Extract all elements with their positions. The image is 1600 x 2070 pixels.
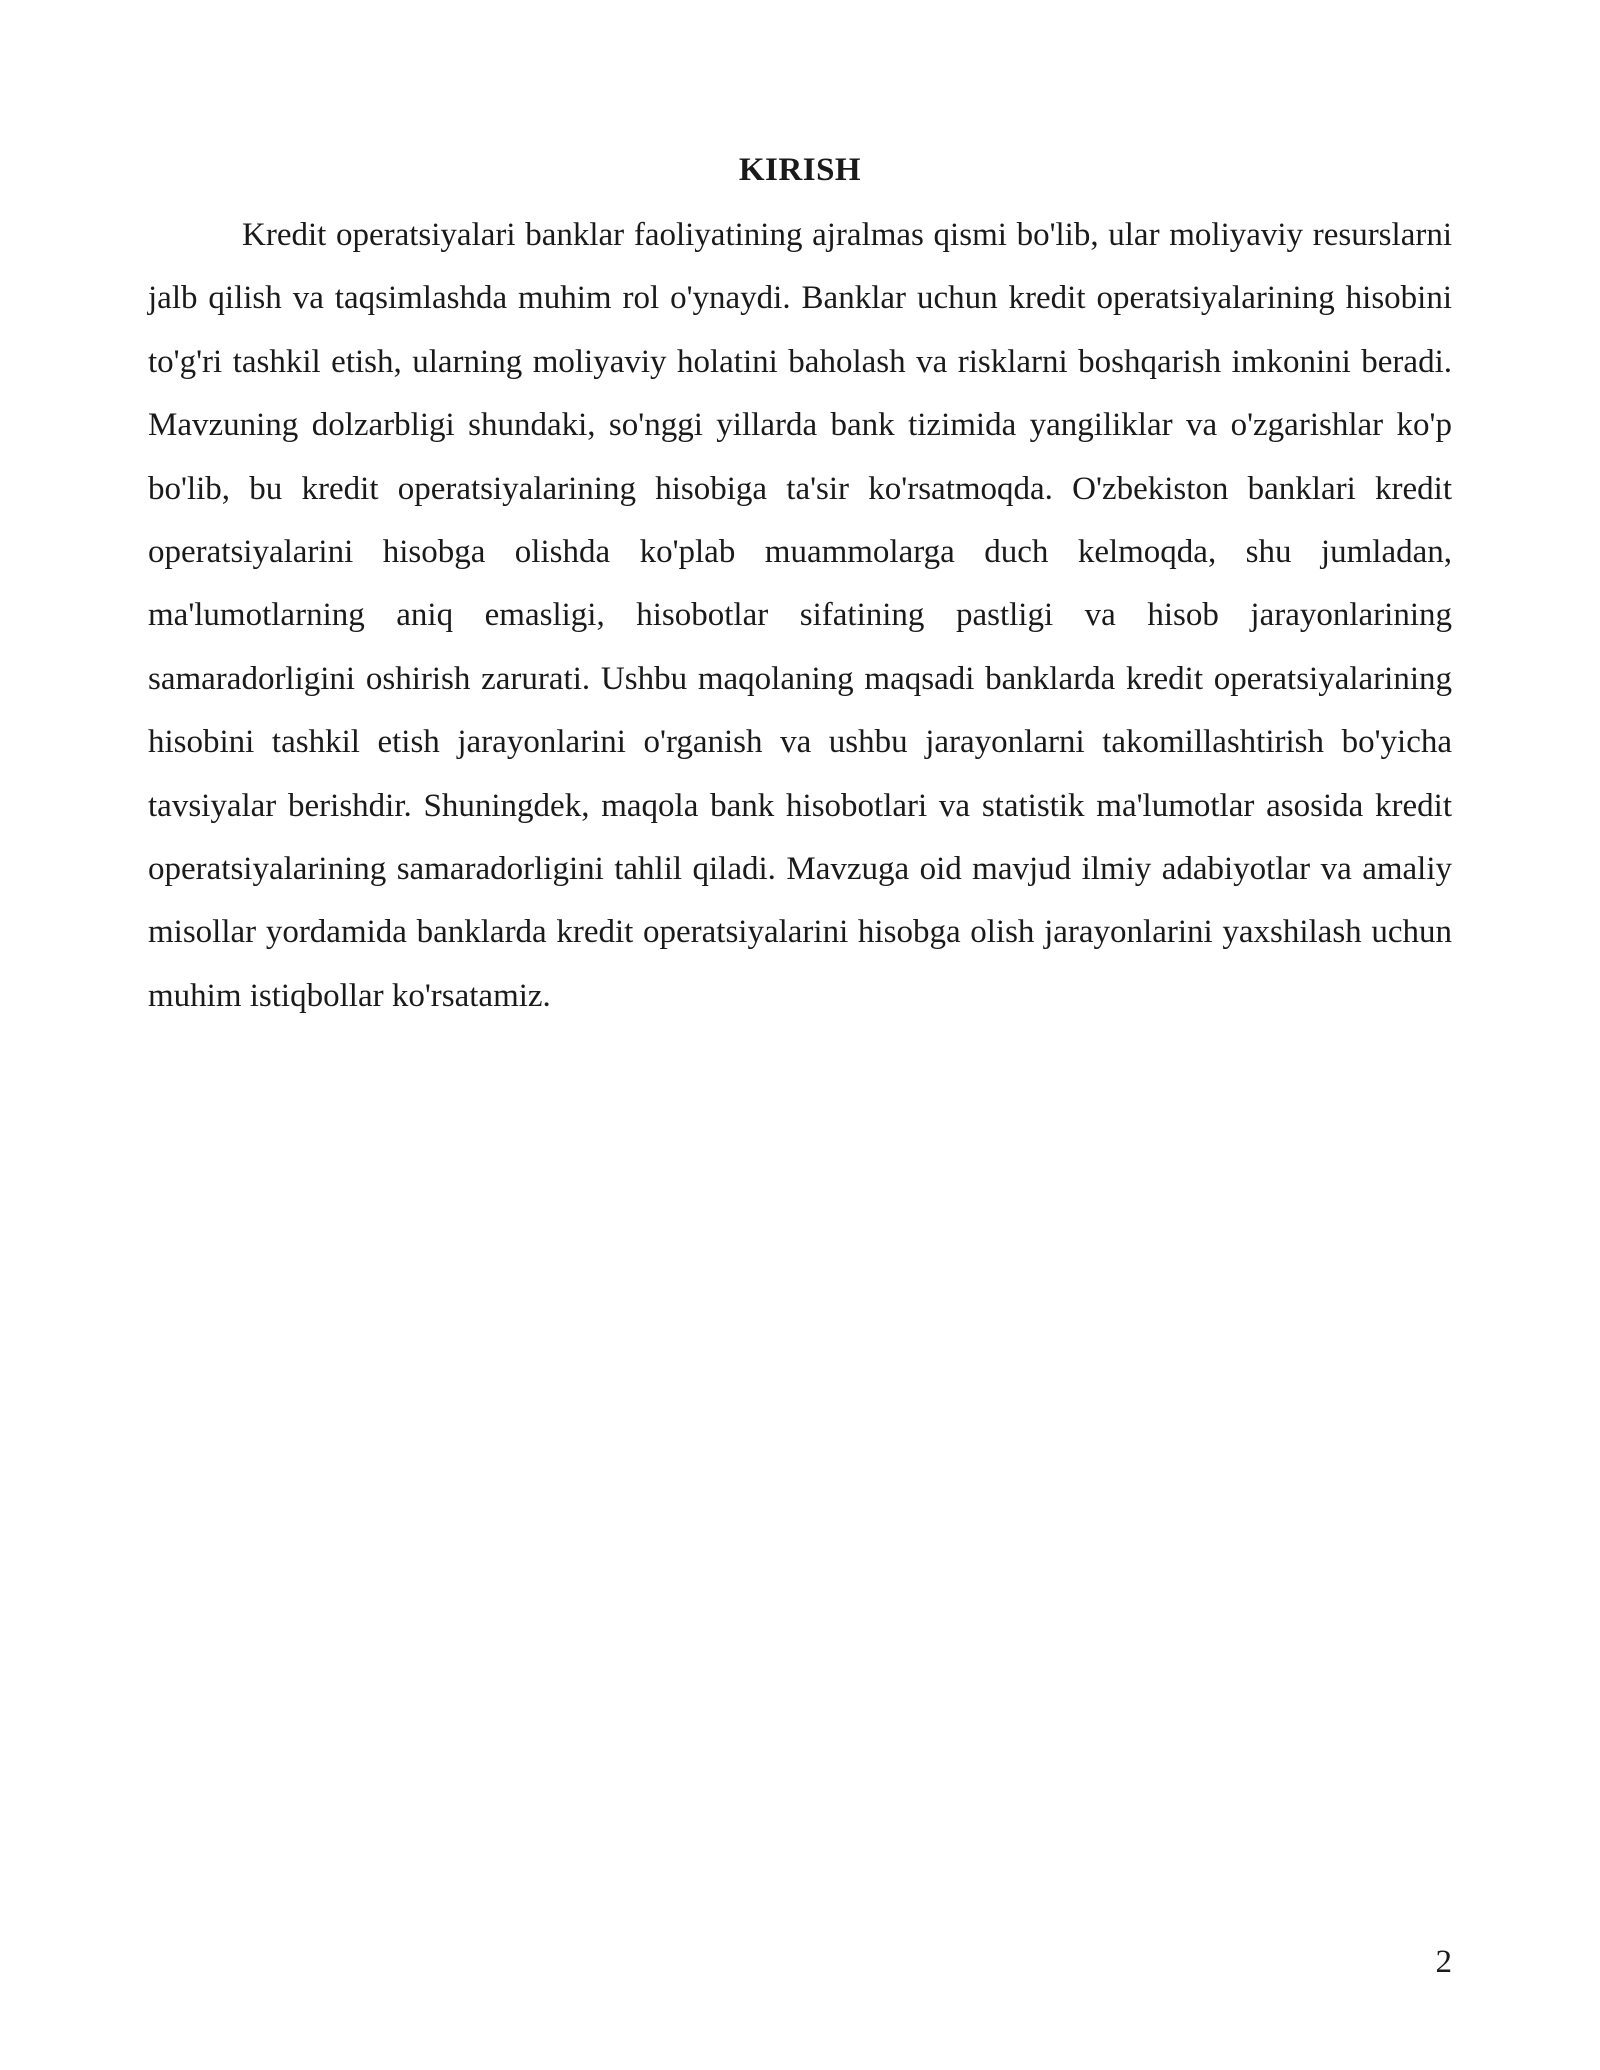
section-title: KIRISH: [738, 152, 862, 188]
page-content: [148, 148, 1452, 1028]
page-number: 2: [1435, 1944, 1452, 1980]
intro-paragraph: Kredit operatsiyalari banklar faoliyatining ajralmas qismi bo'lib, ular moliyaviy resurslarni jalb qilish va taqsimlashda muhim rol o'ynaydi. Banklar uchun kredit operatsiyalarining hisobini to'g'ri tashkil etish, ularning moliyaviy holatini baholash va risklarni boshqarish imkonini beradi. Mavzuning dolzarbligi shundaki, so'nggi yillarda bank tizimida yangiliklar va o'zgarishlar ko'p bo'lib, bu kredit operatsiyalarining hisobiga ta'sir ko'rsatmoqda. O'zbekiston banklari kredit operatsiyalarini hisobga olishda ko'plab muammolarga duch kelmoqda, shu jumladan, ma'lumotlarning aniq emasligi, hisobotlar sifatining pastligi va hisob jarayonlarining samaradorligini oshirish zarurati. Ushbu maqolaning maqsadi banklarda kredit operatsiyalarining hisobini tashkil etish jarayonlarini o'rganish va ushbu jarayonlarni takomillashtirish bo'yicha tavsiyalar berishdir. Shuningdek, maqola bank hisobotlari va statistik ma'lumotlar asosida kredit operatsiyalarining samaradorligini tahlil qiladi. Mavzuga oid mavjud ilmiy adabiyotlar va amaliy misollar yordamida banklarda kredit operatsiyalarini hisobga olish jarayonlarini yaxshilash uchun muhim istiqbollar ko'rsatamiz.: [148, 217, 1452, 1014]
